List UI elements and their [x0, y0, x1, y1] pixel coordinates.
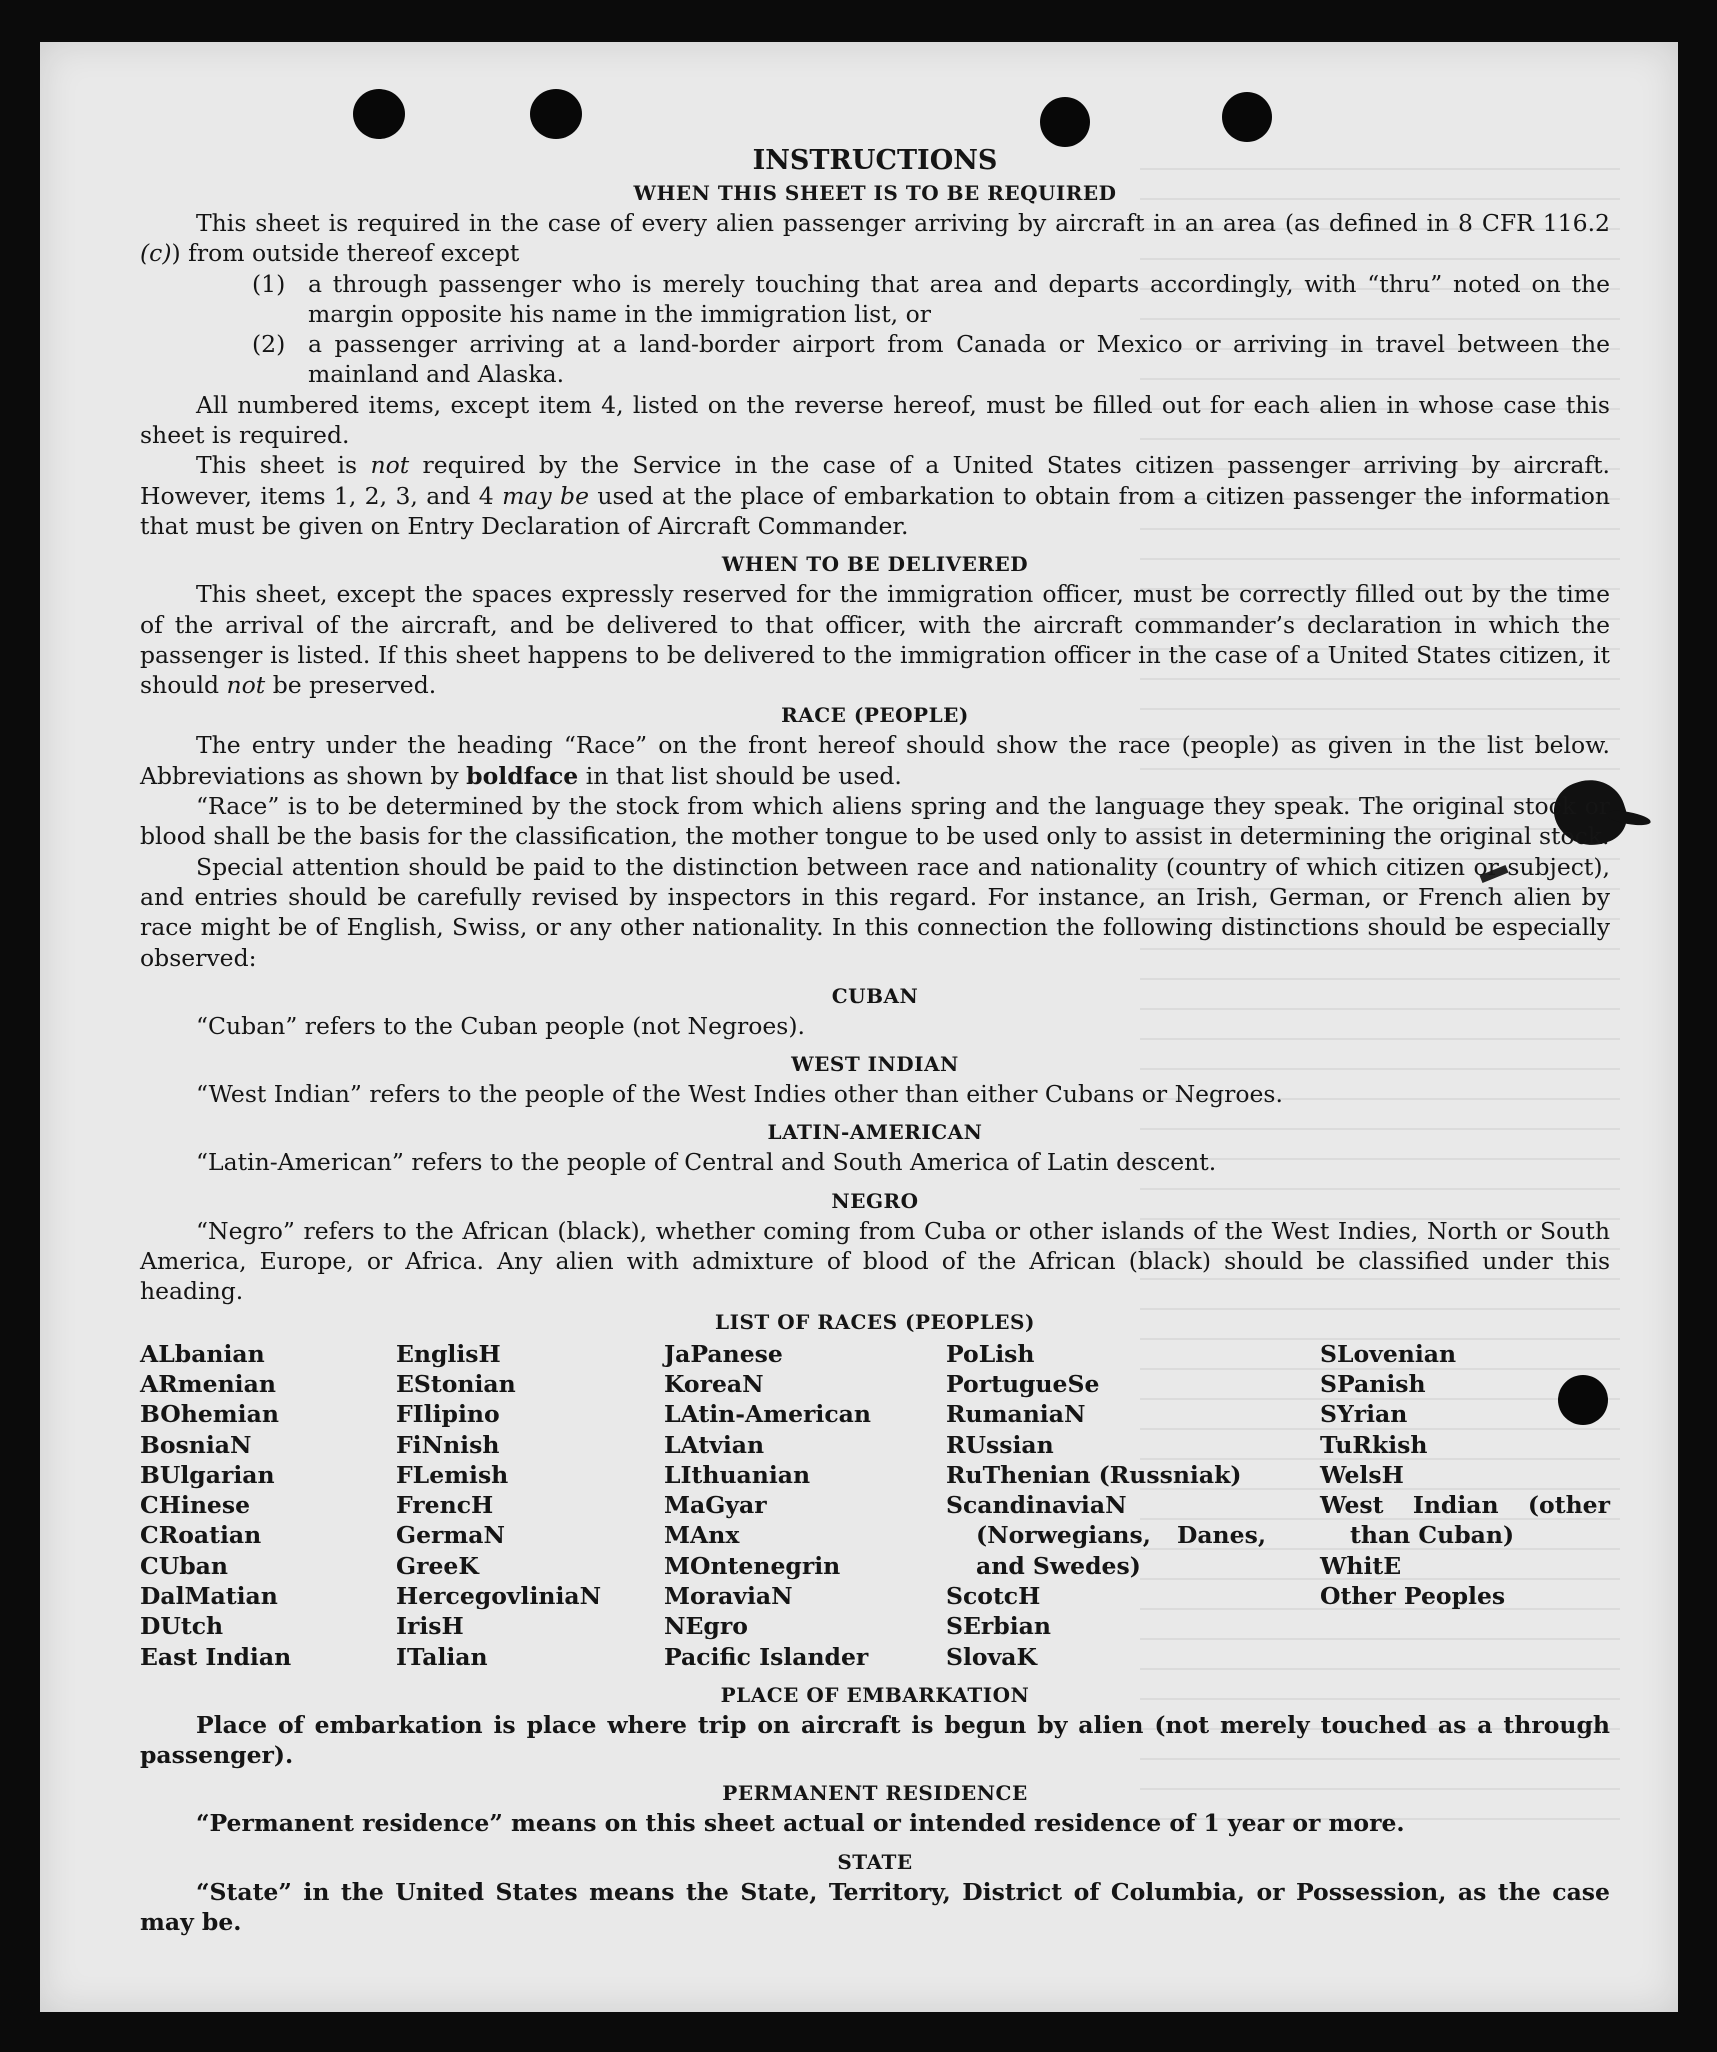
- race-item: ITalian: [396, 1642, 488, 1671]
- para-race-special: Special attention should be paid to the distinction between race and nationality (country of which citizen or subject), and entries should be carefully revised by inspectors in this regard. For instance, an Irish, German, or French alien by race might be of English, Swiss, or any other nationality. In this connection the following distinctions should be especially observed:: [140, 852, 1610, 972]
- races-column-2: [396, 1339, 664, 1672]
- race-item: RumaniaN: [946, 1400, 1086, 1429]
- instructions-content: [140, 144, 1610, 1937]
- race-item: NEgro: [664, 1612, 748, 1641]
- race-item: Other Peoples: [1320, 1581, 1506, 1610]
- races-column-1: [140, 1339, 396, 1672]
- para-numbered-items: All numbered items, except item 4, listed on the reverse hereof, must be filled out for each alien in whose case this sheet is required.: [140, 390, 1610, 450]
- race-item: Pacific Islander: [664, 1642, 869, 1671]
- race-item: KoreaN: [664, 1369, 764, 1398]
- heading-embarkation: PLACE OF EMBARKATION: [720, 1682, 1030, 1707]
- races-list: [140, 1339, 1610, 1672]
- para-delivered: This sheet, except the spaces expressly reserved for the immigration officer, must be correctly filled out by the time of the arrival of the aircraft, and be delivered to that officer, with the aircraft commander’s declaration in which the passenger is listed. If this sheet happens to be delivered to the immigration officer in the case of a United States citizen, it should not be preserved.: [140, 580, 1610, 700]
- race-item: SlovaK: [946, 1642, 1037, 1671]
- race-item: SLovenian: [1320, 1339, 1457, 1368]
- race-item: RUssian: [946, 1430, 1054, 1459]
- para-race-entry: The entry under the heading “Race” on the front hereof should show the race (people) as given in the list below. Abbreviations as shown by boldface in that list should be used.: [140, 731, 1610, 790]
- race-item: SErbian: [946, 1612, 1051, 1641]
- punch-hole: [1040, 97, 1090, 147]
- race-item: FLemish: [396, 1460, 509, 1489]
- heading-cuban: CUBAN: [831, 983, 919, 1008]
- para-embarkation: Place of embarkation is place where trip on aircraft is begun by alien (not merely touched as a through passenger).: [140, 1710, 1610, 1770]
- punch-hole: [353, 89, 405, 139]
- para-west-indian: “West Indian” refers to the people of the West Indies other than either Cubans or Negroes.: [196, 1080, 1283, 1109]
- race-item: SYrian: [1320, 1400, 1408, 1429]
- race-item: RuThenian (Russniak): [946, 1460, 1242, 1489]
- race-item: JaPanese: [664, 1339, 783, 1368]
- race-item: FIlipino: [396, 1400, 500, 1429]
- race-item: ALbanian: [140, 1339, 265, 1368]
- para-race-stock: “Race” is to be determined by the stock from which aliens spring and the language they speak. The original stock or blood shall be the basis for the classification, the mother tongue to be used only to assist in determining the original stock.: [140, 792, 1610, 851]
- race-item: MoraviaN: [664, 1581, 793, 1610]
- race-item: MAnx: [664, 1521, 740, 1550]
- races-column-3: [664, 1339, 946, 1672]
- race-item: CHinese: [140, 1491, 251, 1520]
- race-item: BosniaN: [140, 1430, 252, 1459]
- punch-hole: [530, 89, 582, 139]
- race-item: West Indian (other than Cuban): [1320, 1491, 1610, 1550]
- race-item: SPanish: [1320, 1369, 1426, 1398]
- race-item: CRoatian: [140, 1521, 262, 1550]
- heading-list-of-races: LIST OF RACES (PEOPLES): [715, 1309, 1035, 1334]
- punch-hole: [1222, 92, 1272, 142]
- race-item: WhitE: [1320, 1551, 1402, 1580]
- race-item: ScotcH: [946, 1581, 1041, 1610]
- document-sheet: [40, 42, 1678, 2012]
- race-item: TuRkish: [1320, 1430, 1428, 1459]
- exception-item-1: (1) a through passenger who is merely touching that area and departs accordingly, with “thru” noted on the margin opposite his name in the immigration list, or: [252, 269, 1610, 328]
- race-item: ScandinaviaN (Norwegians, Danes, and Swedes): [946, 1491, 1266, 1580]
- para-latin-american: “Latin-American” refers to the people of Central and South America of Latin descent.: [196, 1148, 1217, 1177]
- heading-negro: NEGRO: [831, 1188, 919, 1213]
- race-item: IrisH: [396, 1612, 464, 1641]
- race-item: BUlgarian: [140, 1460, 275, 1489]
- race-item: East Indian: [140, 1642, 292, 1671]
- para-permanent-residence: “Permanent residence” means on this sheet actual or intended residence of 1 year or more.: [196, 1809, 1405, 1838]
- race-item: FrencH: [396, 1491, 494, 1520]
- race-item: WelsH: [1320, 1460, 1404, 1489]
- race-item: PoLish: [946, 1339, 1035, 1368]
- races-column-4: [946, 1339, 1320, 1672]
- race-item: GreeK: [396, 1551, 479, 1580]
- exception-item-2: (2) a passenger arriving at a land-border airport from Canada or Mexico or arriving in travel between the mainland and Alaska.: [252, 330, 1610, 389]
- race-item: LAtin-American: [664, 1400, 871, 1429]
- para-state: “State” in the United States means the State, Territory, District of Columbia, or Possession, as the case may be.: [140, 1877, 1610, 1937]
- race-item: ARmenian: [140, 1369, 276, 1398]
- heading-state: STATE: [837, 1849, 913, 1874]
- race-item: DalMatian: [140, 1581, 278, 1610]
- race-item: EStonian: [396, 1369, 516, 1398]
- heading-permanent-residence: PERMANENT RESIDENCE: [722, 1781, 1028, 1806]
- para-citizen: This sheet is not required by the Service in the case of a United States citizen passenger arriving by aircraft. However, items 1, 2, 3, and 4 may be used at the place of embarkation to obtain from a citizen passenger the information that must be given on Entry Declaration of Aircraft Commander.: [140, 451, 1610, 540]
- races-column-5: [1320, 1339, 1620, 1672]
- race-item: FiNnish: [396, 1430, 500, 1459]
- race-item: MOntenegrin: [664, 1551, 841, 1580]
- race-item: LAtvian: [664, 1430, 765, 1459]
- race-item: BOhemian: [140, 1400, 279, 1429]
- race-item: MaGyar: [664, 1491, 767, 1520]
- race-item: LIthuanian: [664, 1460, 811, 1489]
- race-item: DUtch: [140, 1612, 224, 1641]
- race-item: EnglisH: [396, 1339, 501, 1368]
- heading-latin-american: LATIN-AMERICAN: [767, 1120, 983, 1145]
- race-item: PortugueSe: [946, 1369, 1100, 1398]
- heading-west-indian: WEST INDIAN: [791, 1052, 959, 1077]
- race-item: HercegovliniaN: [396, 1581, 602, 1610]
- heading-when-required: WHEN THIS SHEET IS TO BE REQUIRED: [633, 181, 1117, 205]
- race-item: GermaN: [396, 1521, 505, 1550]
- para-required-intro: This sheet is required in the case of every alien passenger arriving by aircraft in an area (as defined in 8 CFR 116.2 (c)) from outside thereof except: [140, 209, 1610, 268]
- heading-when-delivered: WHEN TO BE DELIVERED: [721, 552, 1029, 577]
- para-negro: “Negro” refers to the African (black), whether coming from Cuba or other islands of the West Indies, North or South America, Europe, or Africa. Any alien with admixture of blood of the African (black) should be classified under this heading.: [140, 1216, 1610, 1306]
- heading-race: RACE (PEOPLE): [781, 703, 969, 728]
- race-item: CUban: [140, 1551, 228, 1580]
- para-cuban: “Cuban” refers to the Cuban people (not Negroes).: [196, 1011, 806, 1040]
- page-title: INSTRUCTIONS: [752, 145, 998, 176]
